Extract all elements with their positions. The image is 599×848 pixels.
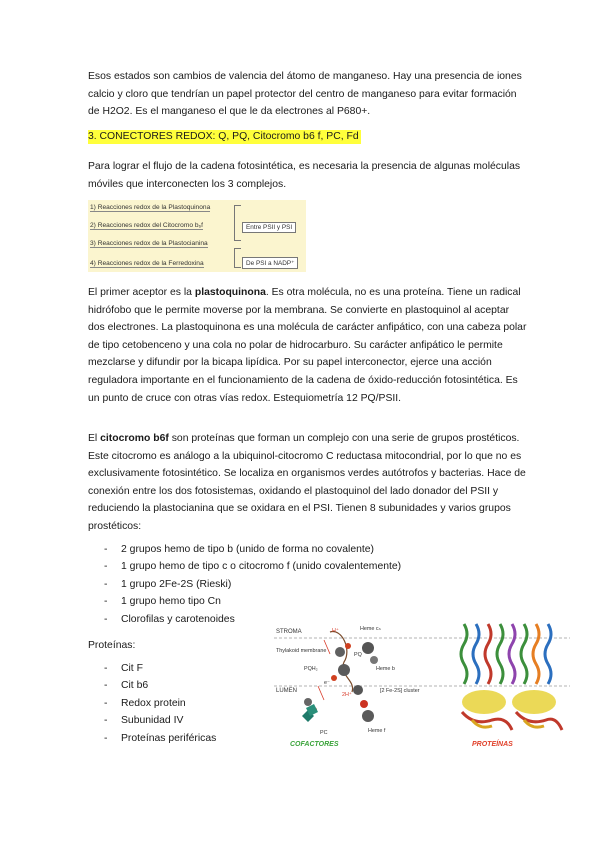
list-item: - Clorofilas y carotenoides (104, 611, 401, 628)
box-psi-nadp: De PSI a NADP⁺ (242, 257, 298, 269)
stroma-label: STROMA (276, 629, 302, 635)
prosthetic-groups-list (104, 541, 401, 628)
proteins-list (104, 660, 216, 747)
plastoquinona-term: plastoquinona (194, 287, 266, 298)
figure-svg (272, 620, 572, 755)
reaction-row-1: 1) Reacciones redox de la Plastoquinona (90, 204, 211, 211)
list-item: - Subunidad IV (104, 712, 216, 729)
e-minus-label: e⁻ (324, 680, 330, 686)
redox-reactions-table (88, 200, 306, 272)
fe-s-label: [2 Fe-2S] cluster (380, 688, 420, 694)
list-item: - Redox protein (104, 695, 216, 712)
reaction-row-3: 3) Reacciones redox de la Plastocianina (90, 240, 208, 247)
citocromo-term: citocromo b6f (100, 433, 169, 444)
lumen-label: LUMEN (276, 688, 298, 694)
h-plus-label: H⁺ (332, 628, 339, 634)
proteins-title: Proteínas: (88, 640, 136, 651)
flow-paragraph: Para lograr el flujo de la cadena fotosintética, es necesaria la presencia de algunas moléculas móviles que interconecten los 3 complejos. (88, 161, 521, 190)
brace-2 (234, 248, 241, 268)
list-item: - 1 grupo hemo de tipo c o citocromo f (unido covalentemente) (104, 558, 401, 575)
two-h-plus-label: 2H⁺ (342, 692, 352, 698)
list-item: - 1 grupo 2Fe-2S (Rieski) (104, 576, 401, 593)
list-item: - 1 grupo hemo tipo Cn (104, 593, 401, 610)
cytochrome-b6f-figure (272, 620, 572, 755)
proteinas-label: PROTEÍNAS (472, 741, 513, 748)
cofactores-label: COFACTORES (290, 741, 339, 748)
heme-b-label: Heme b (376, 666, 395, 672)
reaction-row-4: 4) Reacciones redox de la Ferredoxina (90, 260, 204, 267)
protein-structure (461, 624, 562, 730)
pqh2-label: PQH₂ (304, 666, 318, 672)
box-psii-psi: Entre PSII y PSI (242, 222, 296, 233)
intro-paragraph: Esos estados son cambios de valencia del átomo de manganeso. Hay una presencia de iones calcio y cloro que tendrían un papel protector del centro de manganeso para evitar formación de H2O2. Es el manganeso el que le da electrones al P680+. (88, 71, 522, 118)
list-item: - Cit b6 (104, 677, 216, 694)
brace-1 (234, 205, 241, 241)
pc-label: PC (320, 730, 328, 736)
citocromo-paragraph: El citocromo b6f son proteínas que forman un complejo con una serie de grupos prostéticos. Este citocromo es análogo a la ubiquinol-citocromo C reductasa mitocondrial, por lo que no es exclusivamente fotosintético. Se localiza en organismos verdes autótrofos y bacterias. Hace de conexión entre los dos fotosistemas, oxidando el plastoquinol del lado donador del PSII y reduciendo la plastocianina que se oxidara en el PSI. Tienen 8 subunidades y varios grupos prostéticos: (88, 433, 526, 532)
reaction-row-2: 2) Reacciones redox del Citocromo b₆f (90, 222, 203, 229)
section-heading: 3. CONECTORES REDOX: Q, PQ, Citocromo b6 f, PC, Fd (88, 131, 359, 142)
list-item: - 2 grupos hemo de tipo b (unido de forma no covalente) (104, 541, 401, 558)
cofactor-cluster (302, 632, 378, 722)
list-item: - Proteínas periféricas (104, 730, 216, 747)
pq-label: PQ (354, 652, 362, 658)
heme-cn-label: Heme cₙ (360, 626, 381, 632)
heme-f-label: Heme f (368, 728, 386, 734)
thylakoid-label: Thylakoid membrane (276, 648, 327, 654)
list-item: - Cit F (104, 660, 216, 677)
plastoquinona-paragraph: El primer aceptor es la plastoquinona. Es otra molécula, no es una proteína. Tiene un radical hidrófobo que le permite moverse por la membrana. Se convierte en plastoquinol al aceptar dos electrones. La plastoquinona es una molécula de carácter anfipático, con una cabeza polar de tipo cetobenceno y una cola no polar de hidrocarburo. Su carácter anfipático le permite mezclarse y difundir por la bicapa lipídica. Por su papel interconector, ejerce una acción reguladora importante en el funcionamiento de la cadena de óxido-reducción fotosintética. Es un punto de cruce con otras vías redox. Estequiometría 12 PQ/PSII. (88, 287, 527, 404)
